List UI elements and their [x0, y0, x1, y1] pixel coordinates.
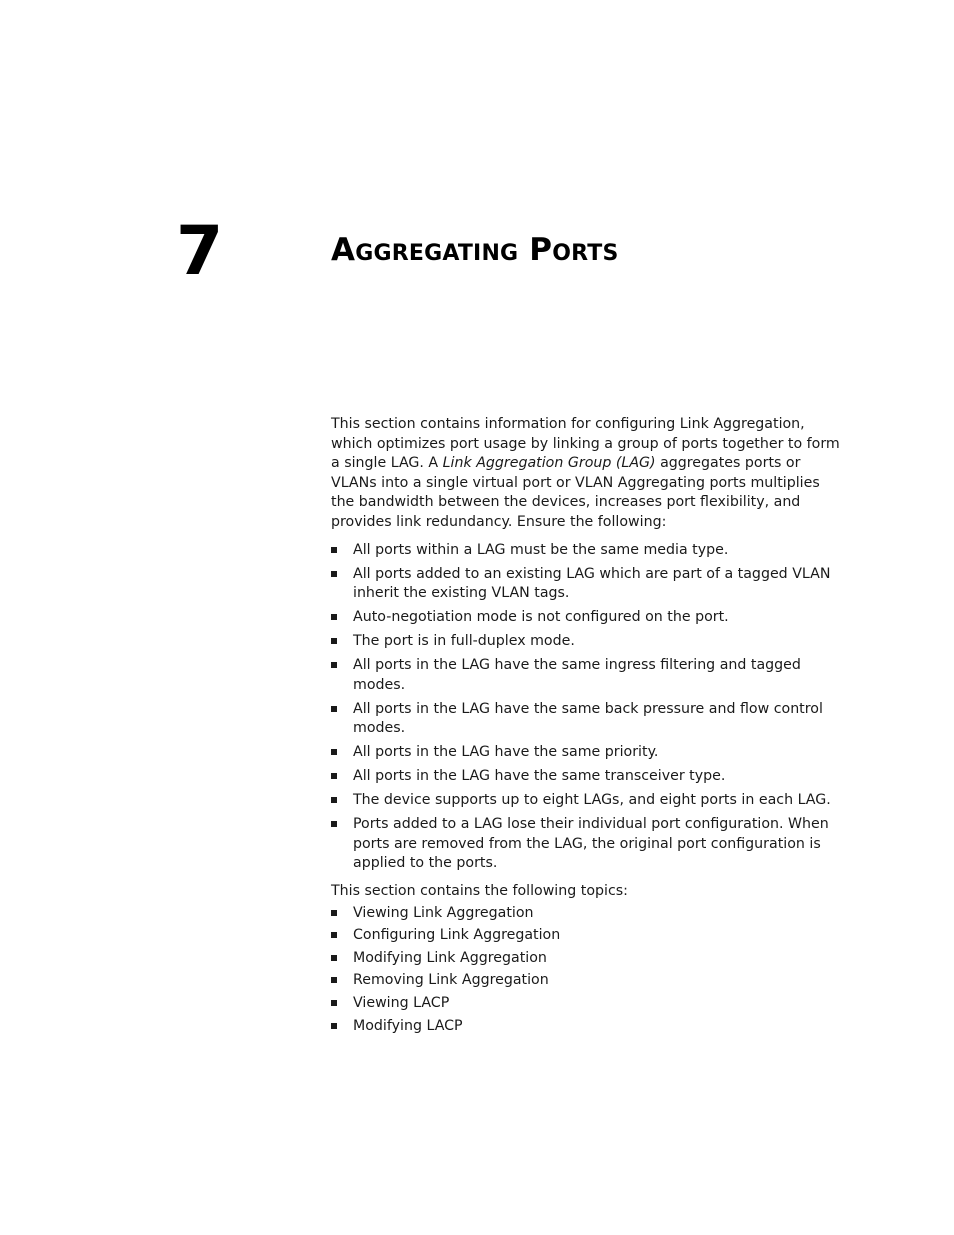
- list-item-text: All ports added to an existing LAG which are part of a tagged VLAN inherit the existing VLAN tags.: [353, 565, 831, 602]
- requirements-list: [331, 541, 846, 874]
- square-bullet-icon: [331, 638, 337, 644]
- list-item-text: The port is in full-duplex mode.: [353, 633, 575, 650]
- square-bullet-icon: [331, 662, 337, 668]
- intro-text-before: This section contains information for configuring Link Aggregation, which optimizes port usage by linking a group of ports together to form a single LAG. A: [331, 416, 840, 472]
- topic-link-viewing-lacp: Viewing LACP: [353, 994, 450, 1011]
- list-item-text: The device supports up to eight LAGs, and eight ports in each LAG.: [353, 792, 831, 809]
- square-bullet-icon: [331, 797, 337, 803]
- topic-item: [331, 994, 846, 1014]
- topic-link-configuring-link-aggregation: Configuring Link Aggregation: [353, 927, 561, 944]
- topic-link-modifying-link-aggregation: Modifying Link Aggregation: [353, 949, 547, 966]
- square-bullet-icon: [331, 571, 337, 577]
- topic-link-removing-link-aggregation: Removing Link Aggregation: [353, 972, 549, 989]
- square-bullet-icon: [331, 706, 337, 712]
- list-item-text: All ports within a LAG must be the same media type.: [353, 541, 729, 558]
- list-item: [331, 656, 846, 695]
- list-item-text: All ports in the LAG have the same ingress filtering and tagged modes.: [353, 657, 801, 693]
- list-item-text: Ports added to a LAG lose their individual port configuration. When ports are removed from the LAG, the original port configuration is applied to the ports.: [353, 816, 829, 872]
- square-bullet-icon: [331, 821, 337, 827]
- list-item-text: All ports in the LAG have the same back pressure and flow control modes.: [353, 700, 823, 737]
- chapter-body: [331, 415, 846, 1039]
- list-item: [331, 700, 846, 739]
- topic-item: [331, 1017, 846, 1037]
- intro-paragraph: [331, 415, 846, 533]
- chapter-title: Aggregating Ports: [331, 232, 619, 268]
- square-bullet-icon: [331, 1023, 337, 1029]
- list-item: [331, 565, 846, 604]
- square-bullet-icon: [331, 547, 337, 553]
- topic-item: [331, 904, 846, 924]
- square-bullet-icon: [331, 977, 337, 983]
- list-item-text: All ports in the LAG have the same priority.: [353, 744, 659, 761]
- chapter-number: 7: [176, 212, 224, 291]
- square-bullet-icon: [331, 773, 337, 779]
- topics-list: [331, 904, 846, 1037]
- square-bullet-icon: [331, 614, 337, 620]
- topic-item: [331, 971, 846, 991]
- list-item: [331, 743, 846, 763]
- topic-item: [331, 926, 846, 946]
- list-item: [331, 791, 846, 811]
- square-bullet-icon: [331, 910, 337, 916]
- list-item-text: All ports in the LAG have the same transceiver type.: [353, 768, 726, 785]
- square-bullet-icon: [331, 1000, 337, 1006]
- list-item-text: Auto-negotiation mode is not configured on the port.: [353, 609, 729, 626]
- topics-intro: This section contains the following topics:: [331, 882, 628, 899]
- list-item: [331, 767, 846, 787]
- topic-link-modifying-lacp: Modifying LACP: [353, 1017, 463, 1034]
- square-bullet-icon: [331, 955, 337, 961]
- list-item: [331, 608, 846, 628]
- list-item: [331, 632, 846, 652]
- topic-link-viewing-link-aggregation: Viewing Link Aggregation: [353, 904, 534, 921]
- intro-text-after: aggregates ports or VLANs into a single virtual port or VLAN Aggregating ports multiplies the bandwidth between the devices, increases port flexibility, and provides link redundancy. Ensure the following:: [331, 455, 820, 530]
- intro-emphasis: Link Aggregation Group (LAG): [442, 455, 656, 472]
- square-bullet-icon: [331, 749, 337, 755]
- square-bullet-icon: [331, 932, 337, 938]
- topic-item: [331, 949, 846, 969]
- list-item: [331, 541, 846, 561]
- list-item: [331, 815, 846, 874]
